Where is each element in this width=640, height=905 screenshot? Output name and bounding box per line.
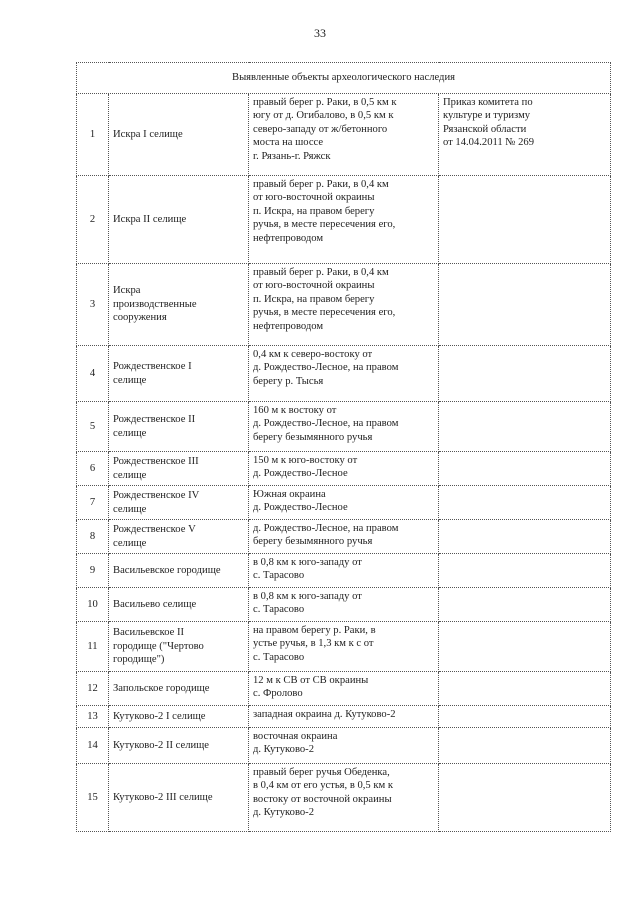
object-name: Васильево селище [109,588,249,622]
table-row [77,706,611,728]
row-number: 11 [77,622,109,672]
object-location: западная окраина д. Кутуково-2 [249,706,439,728]
protection-document [439,706,611,728]
object-name: Искра производственные сооружения [109,264,249,346]
row-number: 15 [77,764,109,832]
row-number: 4 [77,346,109,402]
object-location: восточная окраина д. Кутуково-2 [249,728,439,764]
object-name: Рождественское II селище [109,402,249,452]
object-name: Кутуково-2 III селище [109,764,249,832]
table-row [77,486,611,520]
table-caption: Выявленные объекты археологического наследия [77,63,611,94]
row-number: 12 [77,672,109,706]
object-name: Искра II селище [109,176,249,264]
object-name: Запольское городище [109,672,249,706]
table-row [77,94,611,176]
heritage-objects-table [76,62,611,832]
row-number: 9 [77,554,109,588]
protection-document [439,486,611,520]
protection-document [439,672,611,706]
table-row [77,264,611,346]
object-name: Искра I селище [109,94,249,176]
table-row [77,520,611,554]
protection-document [439,520,611,554]
object-name: Васильевское городище [109,554,249,588]
protection-document [439,764,611,832]
object-location: на правом берегу р. Раки, в устье ручья, в 1,3 км к с от с. Тарасово [249,622,439,672]
table-row [77,588,611,622]
protection-document [439,402,611,452]
object-location: правый берег ручья Обеденка, в 0,4 км от его устья, в 0,5 км к востоку от восточной окраины д. Кутуково-2 [249,764,439,832]
row-number: 6 [77,452,109,486]
object-location: Южная окраина д. Рождество-Лесное [249,486,439,520]
table-row [77,728,611,764]
table-row [77,176,611,264]
object-location: 12 м к СВ от СВ окраины с. Фролово [249,672,439,706]
object-location: правый берег р. Раки, в 0,5 км к югу от д. Огибалово, в 0,5 км к северо-западу от ж/бетонного моста на шоссе г. Рязань-г. Ряжск [249,94,439,176]
object-location: правый берег р. Раки, в 0,4 км от юго-восточной окраины п. Искра, на правом берегу ручья, в месте пересечения его, нефтепроводом [249,176,439,264]
object-location: 160 м к востоку от д. Рождество-Лесное, на правом берегу безымянного ручья [249,402,439,452]
object-name: Рождественское V селище [109,520,249,554]
table-row [77,764,611,832]
table-row [77,346,611,402]
row-number: 7 [77,486,109,520]
protection-document [439,452,611,486]
protection-document [439,554,611,588]
row-number: 13 [77,706,109,728]
object-location: 150 м к юго-востоку от д. Рождество-Лесное [249,452,439,486]
protection-document [439,728,611,764]
object-name: Рождественское IV селище [109,486,249,520]
protection-document [439,588,611,622]
object-location: д. Рождество-Лесное, на правом берегу безымянного ручья [249,520,439,554]
table-row [77,402,611,452]
protection-document [439,622,611,672]
object-name: Кутуково-2 I селище [109,706,249,728]
table-caption-row [77,63,611,94]
table-row [77,554,611,588]
object-location: в 0,8 км к юго-западу от с. Тарасово [249,588,439,622]
row-number: 8 [77,520,109,554]
row-number: 14 [77,728,109,764]
row-number: 10 [77,588,109,622]
row-number: 1 [77,94,109,176]
page-number: 33 [314,26,326,40]
object-name: Рождественское I селище [109,346,249,402]
table-row [77,622,611,672]
object-name: Кутуково-2 II селище [109,728,249,764]
protection-document [439,346,611,402]
row-number: 5 [77,402,109,452]
object-name: Васильевское II городище ("Чертово городище") [109,622,249,672]
protection-document: Приказ комитета по культуре и туризму Рязанской области от 14.04.2011 № 269 [439,94,611,176]
protection-document [439,264,611,346]
object-name: Рождественское III селище [109,452,249,486]
row-number: 2 [77,176,109,264]
table-row [77,672,611,706]
table-row [77,452,611,486]
object-location: правый берег р. Раки, в 0,4 км от юго-восточной окраины п. Искра, на правом берегу ручья, в месте пересечения его, нефтепроводом [249,264,439,346]
object-location: 0,4 км к северо-востоку от д. Рождество-Лесное, на правом берегу р. Тысья [249,346,439,402]
row-number: 3 [77,264,109,346]
table-body [77,63,611,832]
object-location: в 0,8 км к юго-западу от с. Тарасово [249,554,439,588]
protection-document [439,176,611,264]
